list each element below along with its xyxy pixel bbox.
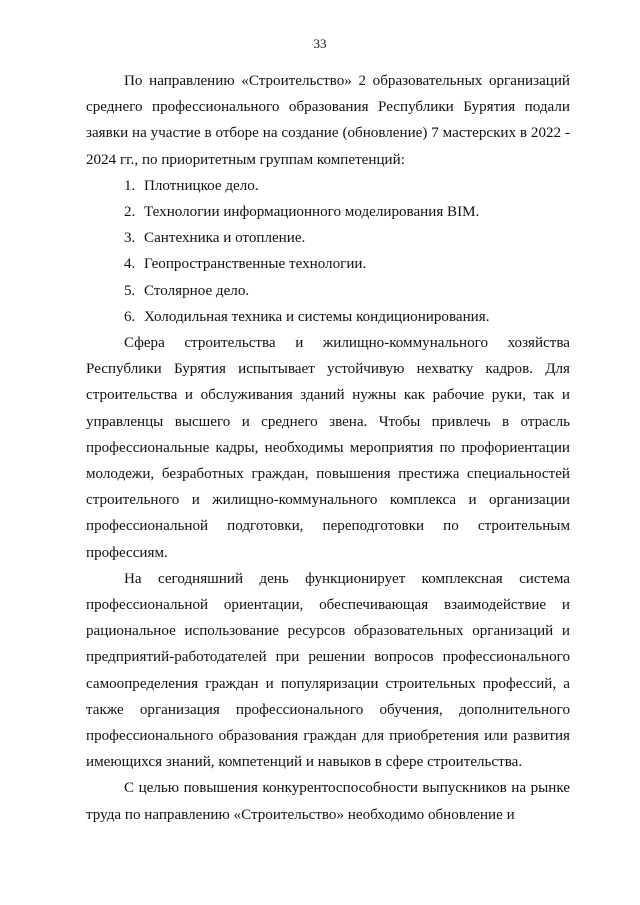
list-item-text: Геопространственные технологии. xyxy=(144,256,367,273)
paragraph-competitiveness: С целью повышения конкурентоспособности выпускников на рынке труда по направлению «Строительство» необходимо обновление и xyxy=(86,780,570,823)
list-item xyxy=(86,225,570,251)
list-item-text: Холодильная техника и системы кондиционирования. xyxy=(144,308,490,325)
document-body xyxy=(86,68,570,828)
list-item xyxy=(86,199,570,225)
competency-list xyxy=(86,173,570,330)
page-number: 33 xyxy=(313,36,327,51)
list-item-text: Плотницкое дело. xyxy=(144,177,259,194)
paragraph-intro: По направлению «Строительство» 2 образовательных организаций среднего профессионального образования Республики Бурятия подали заявки на участие в отборе на создание (обновление) 7 мастерских в 2022 - 2024 гг., по приоритетным группам компетенций: xyxy=(86,73,570,168)
list-item xyxy=(86,251,570,277)
list-item xyxy=(86,173,570,199)
list-item-number: 1. xyxy=(124,177,136,194)
list-item-number: 6. xyxy=(124,308,136,325)
list-item xyxy=(86,278,570,304)
list-item-text: Сантехника и отопление. xyxy=(144,230,306,247)
list-item-number: 3. xyxy=(124,230,136,247)
paragraph-staff-shortage: Сфера строительства и жилищно-коммунального хозяйства Республики Бурятия испытывает устойчивую нехватку кадров. Для строительства и обслуживания зданий нужны как рабочие руки, так и управленцы высшего и среднего звена. Чтобы привлечь в отрасль профессиональные кадры, необходимы мероприятия по профориентации молодежи, безработных граждан, повышения престижа специальностей строительного и жилищно-коммунального комплекса и организации профессиональной подготовки, переподготовки по строительным профессиям. xyxy=(86,335,570,561)
list-item-text: Столярное дело. xyxy=(144,282,250,299)
list-item-text: Технологии информационного моделирования BIM. xyxy=(144,204,480,221)
list-item-number: 2. xyxy=(124,204,136,221)
list-item-number: 4. xyxy=(124,256,136,273)
paragraph-career-guidance: На сегодняшний день функционирует комплексная система профессиональной ориентации, обеспечивающая взаимодействие и рациональное использование ресурсов образовательных организаций и предприятий-работодателей при решении вопросов профессионального самоопределения граждан и популяризации строительных профессий, а также организация профессионального обучения, дополнительного профессионального образования граждан для приобретения или развития имеющихся знаний, компетенций и навыков в сфере строительства. xyxy=(86,570,570,771)
list-item-number: 5. xyxy=(124,282,136,299)
list-item xyxy=(86,304,570,330)
